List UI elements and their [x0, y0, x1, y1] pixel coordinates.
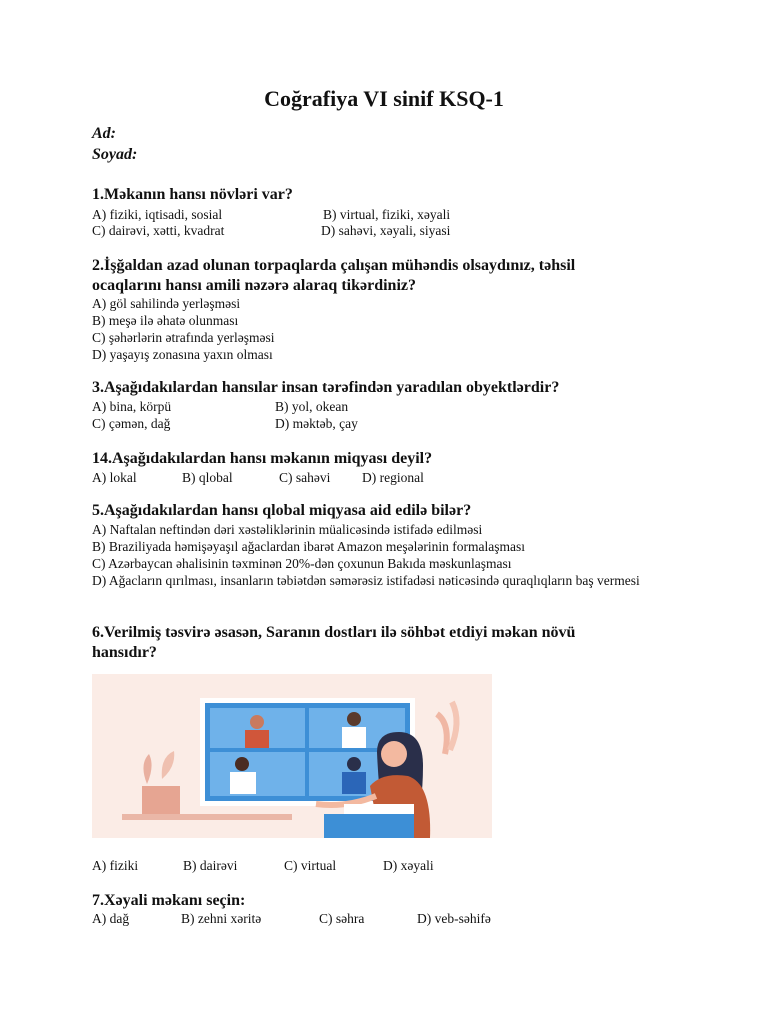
- question-5: 5.Aşağıdakılardan hansı qlobal miqyasa aid edilə bilər?: [92, 502, 472, 519]
- question-2-option-b: B) meşə ilə əhatə olunması: [92, 313, 239, 328]
- question-3-option-d: D) məktəb, çay: [275, 416, 358, 431]
- question-7-option-d: D) veb-səhifə: [417, 911, 491, 926]
- question-4: 14.Aşağıdakılardan hansı məkanın miqyası deyil?: [92, 450, 433, 467]
- question-5-option-a: A) Naftalan neftindən dəri xəstəliklərinin müalicəsində istifadə edilməsi: [92, 522, 483, 537]
- question-1-option-b: B) virtual, fiziki, xəyali: [323, 207, 451, 222]
- question-7-option-b: B) zehni xəritə: [181, 911, 262, 926]
- question-3-option-a: A) bina, körpü: [92, 399, 172, 414]
- question-2-option-a: A) göl sahilində yerləşməsi: [92, 296, 241, 311]
- question-5-option-d: D) Ağacların qırılması, insanların təbiətdən səmərəsiz istifadəsi nəticəsində quraqlıqların baş vermesi: [92, 573, 640, 588]
- question-6-option-b: B) dairəvi: [183, 858, 238, 873]
- question-1-option-d: D) sahəvi, xəyali, siyasi: [321, 223, 451, 238]
- question-7: 7.Xəyali məkanı seçin:: [92, 892, 246, 909]
- question-5-option-b: B) Braziliyada həmişəyaşıl ağaclardan ibarət Amazon meşələrinin formalaşması: [92, 539, 525, 554]
- question-7-option-c: C) səhra: [319, 911, 365, 926]
- name-field-label: Ad:: [92, 125, 116, 142]
- page-title: Coğrafiya VI sinif KSQ-1: [264, 86, 504, 111]
- question-3: 3.Aşağıdakılardan hansılar insan tərəfindən yaradılan obyektlərdir?: [92, 379, 560, 396]
- question-7-option-a: A) dağ: [92, 911, 130, 926]
- question-6-line-1: 6.Verilmiş təsvirə əsasən, Saranın dostları ilə söhbət etdiyi məkan növü: [92, 624, 576, 641]
- question-2-line-1: 2.İşğaldan azad olunan torpaqlarda çalışan mühəndis olsaydınız, təhsil: [92, 257, 576, 274]
- question-1: 1.Məkanın hansı növləri var?: [92, 186, 293, 203]
- question-5-option-c: C) Azərbaycan əhalisinin təxminən 20%-dən çoxunun Bakıda məskunlaşması: [92, 556, 512, 571]
- question-2-option-c: C) şəhərlərin ətrafında yerləşməsi: [92, 330, 275, 345]
- question-4-option-c: C) sahəvi: [279, 470, 331, 485]
- question-4-option-d: D) regional: [362, 470, 424, 485]
- question-2-line-2: ocaqlarını hansı amili nəzərə alaraq tikərdiniz?: [92, 277, 416, 294]
- question-2-option-d: D) yaşayış zonasına yaxın olması: [92, 347, 273, 362]
- question-1-option-a: A) fiziki, iqtisadi, sosial: [92, 207, 223, 222]
- question-1-option-c: C) dairəvi, xətti, kvadrat: [92, 223, 225, 238]
- question-6-option-d: D) xəyali: [383, 858, 434, 873]
- question-4-option-b: B) qlobal: [182, 470, 233, 485]
- question-3-option-c: C) çəmən, dağ: [92, 416, 171, 431]
- question-6-option-c: C) virtual: [284, 858, 337, 873]
- question-6-line-2: hansıdır?: [92, 644, 157, 661]
- surname-field-label: Soyad:: [92, 146, 138, 163]
- question-6-option-a: A) fiziki: [92, 858, 139, 873]
- video-call-illustration: [92, 674, 492, 838]
- question-4-option-a: A) lokal: [92, 470, 137, 485]
- question-3-option-b: B) yol, okean: [275, 399, 349, 414]
